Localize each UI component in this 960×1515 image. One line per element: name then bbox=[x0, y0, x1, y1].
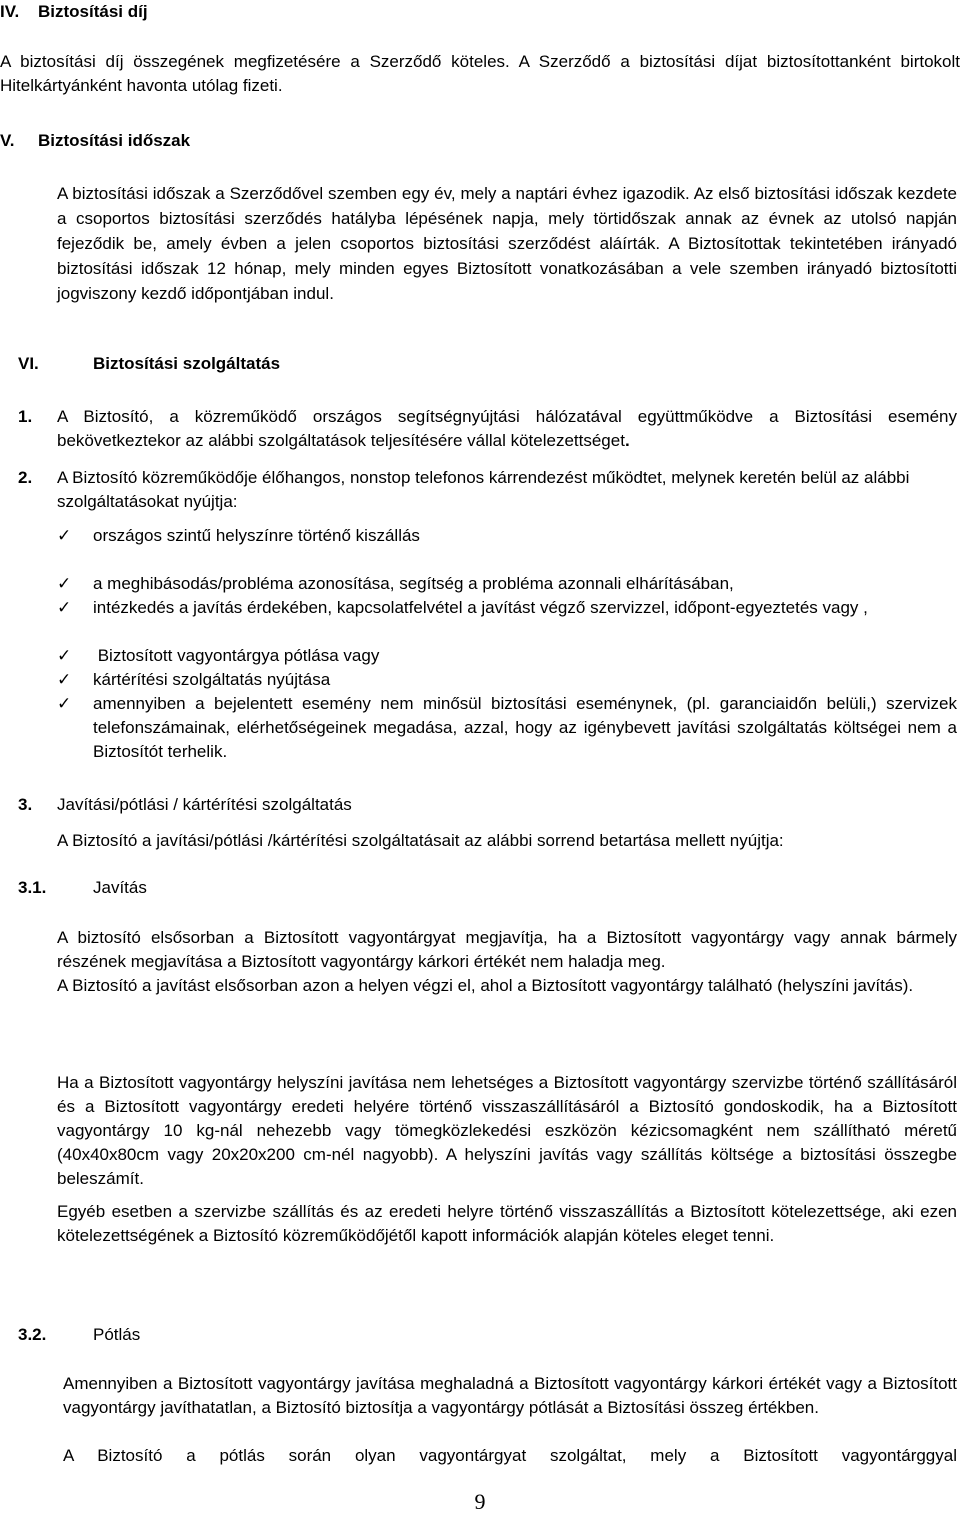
checkmark-icon: ✓ bbox=[57, 670, 72, 690]
item-1-text-end: . bbox=[624, 431, 630, 450]
item-3-2-paragraph-2: A Biztosító a pótlás során olyan vagyontárgyat szolgáltat, mely a Biztosított vagyontárggyal bbox=[63, 1446, 957, 1465]
bullet-item: Biztosított vagyontárgya pótlása vagy bbox=[93, 646, 380, 665]
checkmark-icon: ✓ bbox=[57, 646, 72, 666]
item-2-number: 2. bbox=[18, 468, 33, 487]
checkmark-icon: ✓ bbox=[57, 598, 72, 618]
item-3-title: Javítási/pótlási / kártérítési szolgáltatás bbox=[57, 795, 352, 814]
section-5-number: V. bbox=[0, 131, 15, 150]
item-1-number: 1. bbox=[18, 407, 33, 426]
section-4-number: IV. bbox=[0, 2, 20, 21]
item-3-1-paragraph-3: Ha a Biztosított vagyontárgy helyszíni javítása nem lehetséges a Biztosított vagyontárgy szervizbe történő szállításáról és a Biztosított vagyontárgy eredeti helyére történő visszaszállításáról a Biztosító gondoskodik, ha a Biztosított vagyontárgy 10 kg-nál nehezebb vagy tömegközlekedési eszközön kézicsomagként nem szállítható méretű (40x40x80cm vagy 20x20x200 cm-nél nagyobb). A helyszíni javítás vagy szállítás költsége a biztosítási összegbe beleszámít. bbox=[57, 1073, 957, 1188]
section-5-title: Biztosítási időszak bbox=[38, 131, 191, 150]
section-6-number: VI. bbox=[18, 354, 39, 373]
item-3-1-title: Javítás bbox=[93, 878, 147, 897]
bullet-item: intézkedés a javítás érdekében, kapcsolatfelvétel a javítást végző szervizzel, időpont-egyeztetés vagy , bbox=[93, 598, 868, 617]
item-3-2-title: Pótlás bbox=[93, 1325, 141, 1344]
item-3-intro: A Biztosító a javítási/pótlási /kártérítési szolgáltatásait az alábbi sorrend betartása mellett nyújtja: bbox=[57, 831, 784, 850]
section-6-title: Biztosítási szolgáltatás bbox=[93, 354, 281, 373]
checkmark-icon: ✓ bbox=[57, 694, 72, 714]
section-5-paragraph-part2: A Biztosítottak tekintetében irányadó biztosítási időszak 12 hónap, mely minden egyes Biztosított vonatkozásában a vele szemben irányadó biztosítotti jogviszony kezdő időpontjában indul. bbox=[57, 234, 957, 303]
item-3-1-paragraph-4: Egyéb esetben a szervizbe szállítás és az eredeti helyre történő visszaszállítás a Biztosított kötelezettsége, aki ezen kötelezettségének a Biztosító közreműködőjétől kapott információk alapján köteles eleget tenni. bbox=[57, 1202, 957, 1245]
item-1-text-body: A Biztosító, a közreműködő országos segítségnyújtási hálózatával együttműködve a Biztosítási esemény bekövetkeztekor az alábbi szolgáltatások teljesítésére vállal kötelezettséget bbox=[57, 407, 957, 450]
item-3-2-paragraph-1: Amennyiben a Biztosított vagyontárgy javítása meghaladná a Biztosított vagyontárgy kárkori értékét vagy a Biztosított vagyontárgy javíthatatlan, a Biztosító biztosítja a vagyontárgy pótlását a Biztosítási összeg értékben. bbox=[63, 1374, 957, 1417]
page-number: 9 bbox=[474, 1489, 486, 1514]
bullet-item: országos szintű helyszínre történő kiszállás bbox=[93, 526, 420, 545]
item-1-text bbox=[57, 405, 957, 453]
bullet-item: kártérítési szolgáltatás nyújtása bbox=[93, 670, 331, 689]
item-3-number: 3. bbox=[18, 795, 33, 814]
checkmark-icon: ✓ bbox=[57, 526, 72, 546]
item-3-1-paragraph-2: A Biztosító a javítást elsősorban azon a helyen végzi el, ahol a Biztosított vagyontárgy található (helyszíni javítás). bbox=[57, 976, 914, 995]
section-5-paragraph bbox=[57, 181, 957, 306]
item-3-1-number: 3.1. bbox=[18, 878, 47, 897]
bullet-item: a meghibásodás/probléma azonosítása, segítség a probléma azonnali elhárításában, bbox=[93, 574, 734, 593]
item-3-1-paragraph-1: A biztosító elsősorban a Biztosított vagyontárgyat megjavítja, ha a Biztosított vagyontárgy vagy annak bármely részének megjavítása a Biztosított vagyontárgy kárkori értékét nem haladja meg. bbox=[57, 928, 957, 971]
bullet-item: amennyiben a bejelentett esemény nem minősül biztosítási eseménynek, (pl. garanciaidőn belüli,) szervizek telefonszámainak, elérhetőségeinek megadása, azzal, hogy az igénybevett javítási szolgáltatás költségei nem a Biztosítót terhelik. bbox=[93, 694, 957, 761]
section-4-title: Biztosítási díj bbox=[38, 2, 148, 21]
section-4-paragraph: A biztosítási díj összegének megfizetésére a Szerződő köteles. A Szerződő a biztosítási díjat biztosítottanként birtokolt Hitelkártyánként havonta utólag fizeti. bbox=[0, 52, 960, 95]
item-3-2-number: 3.2. bbox=[18, 1325, 47, 1344]
section-5-paragraph-part1: A biztosítási időszak a Szerződővel szemben egy év, mely a naptári évhez igazodik. Az első biztosítási időszak kezdete a csoportos biztosítási szerződés hatályba lépésének napja, mely törtidőszak annak az évnek az utolsó napján fejeződik be, amely évben a jelen csoportos biztosítási szerződést aláírták. bbox=[57, 184, 957, 253]
item-2-text: A Biztosító közreműködője élőhangos, nonstop telefonos kárrendezést működtet, melynek keretén belül az alábbi szolgáltatásokat nyújtja: bbox=[57, 468, 910, 511]
checkmark-icon: ✓ bbox=[57, 574, 72, 594]
